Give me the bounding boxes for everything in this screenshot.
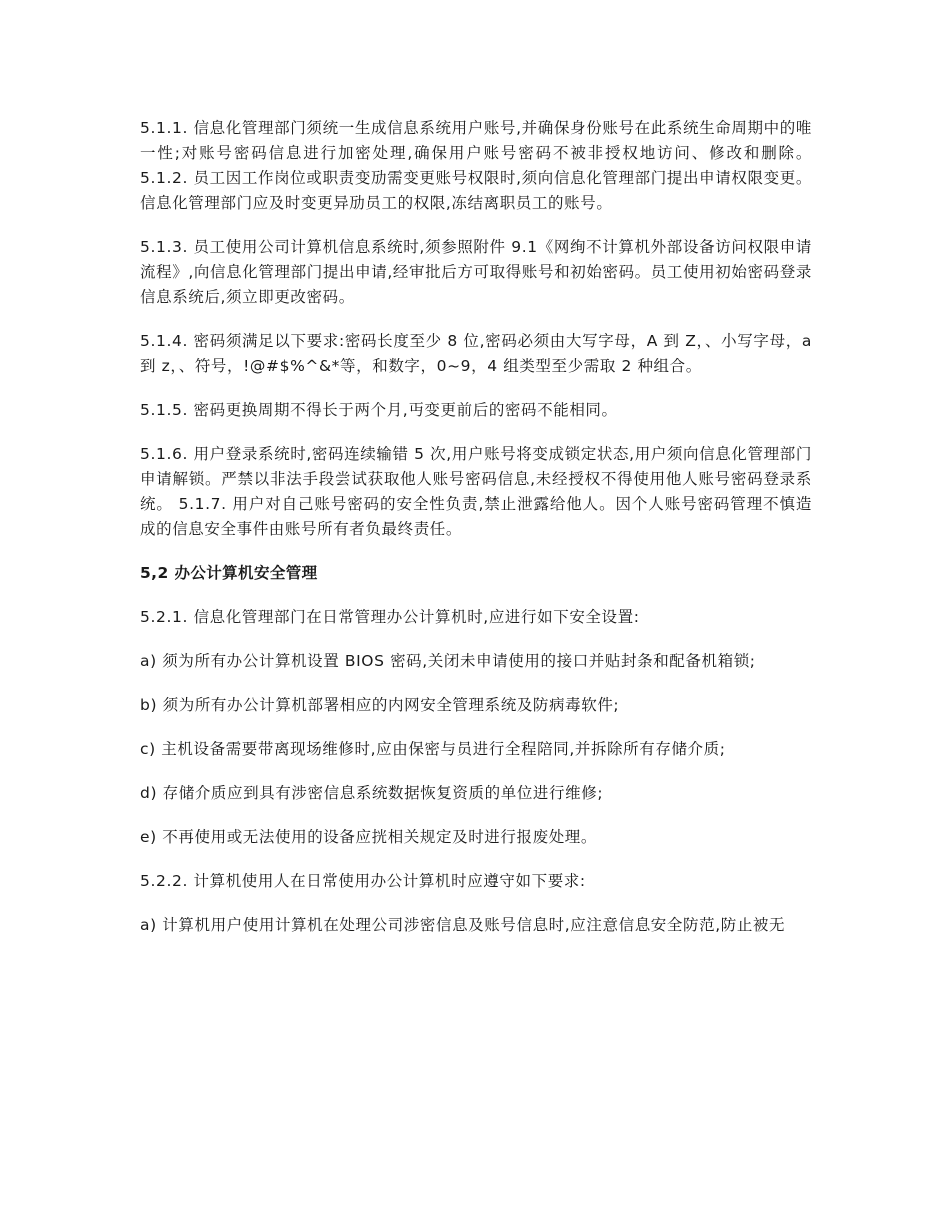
list-item-e: e) 不再使用或无法使用的设备应挄相关规定及时进行报废处理。: [140, 828, 598, 846]
paragraph-5-1-3: 5.1.3. 员工使用公司计算机信息系统时,须参照附件 9.1《网绚不计算机外部设备访问权限申请流程》,向信息化管理部门提出申请,经审批后方可取得账号和初始密码。员工使用初始密码登录信息系统后,须立即更改密码。: [140, 238, 812, 306]
list-item-a: a) 须为所有办公计算机设置 BIOS 密码,关闭未申请使用的接口并贴封条和配备机箱锁;: [140, 652, 756, 670]
paragraph-5-1-6: 5.1.6. 用户登录系统时,密码连续输错 5 次,用户账号将变成锁定状态,用户须向信息化管理部门申请解锁。严禁以非法手段尝试获取他人账号密码信息,未经授权不得使用他人账号密码登录系统。 5.1.7. 用户对自己账号密码的安全性负责,禁止泄露给他人。因个人账号密码管理不慎造成的信息安全事件由账号所有者负最终责任。: [140, 445, 812, 538]
paragraph-5-2-1: 5.2.1. 信息化管理部门在日常管理办公计算机时,应进行如下安全设置:: [140, 608, 640, 626]
section-heading: 5,2 办公计算机安全管理: [140, 564, 318, 582]
list-item-d: d) 存储介质应到具有涉密信息系统数据恢复资质的单位进行维修;: [140, 784, 604, 802]
document-body: [140, 116, 812, 957]
list-item-a-usage: a) 计算机用户使用计算机在处理公司涉密信息及账号信息时,应注意信息安全防范,防止被无: [140, 916, 786, 934]
paragraph-5-1-1: 5.1.1. 信息化管理部门须统一生成信息系统用户账号,并确保身份账号在此系统生命周期中的唯一性;对账号密码信息进行加密处理,确保用户账号密码不被非授权地访问、修改和删除。 5.1.2. 员工因工作岗位或职责变劢需变更账号权限时,须向信息化管理部门提出申请权限变更。信息化管理部门应及时变更异劢员工的权限,冻结离职员工的账号。: [140, 119, 812, 212]
list-item-b: b) 须为所有办公计算机部署相应的内网安全管理系统及防病毒软件;: [140, 696, 620, 714]
list-item-c: c) 主机设备需要带离现场维修时,应由保密与员进行全程陪同,并拆除所有存储介质;: [140, 740, 726, 758]
paragraph-5-2-2: 5.2.2. 计算机使用人在日常使用办公计算机时应遵守如下要求:: [140, 872, 586, 890]
paragraph-5-1-4: 5.1.4. 密码须满足以下要求:密码长度至少 8 位,密码必须由大写字母，A 到 Z，、小写字母，a 到 z，、符号，!@#$%^&*等，和数字，0~9，4 组类型至少需取 2 种组合。: [140, 332, 812, 375]
paragraph-5-1-5: 5.1.5. 密码更换周期不得长于两个月,丏变更前后的密码不能相同。: [140, 401, 618, 419]
